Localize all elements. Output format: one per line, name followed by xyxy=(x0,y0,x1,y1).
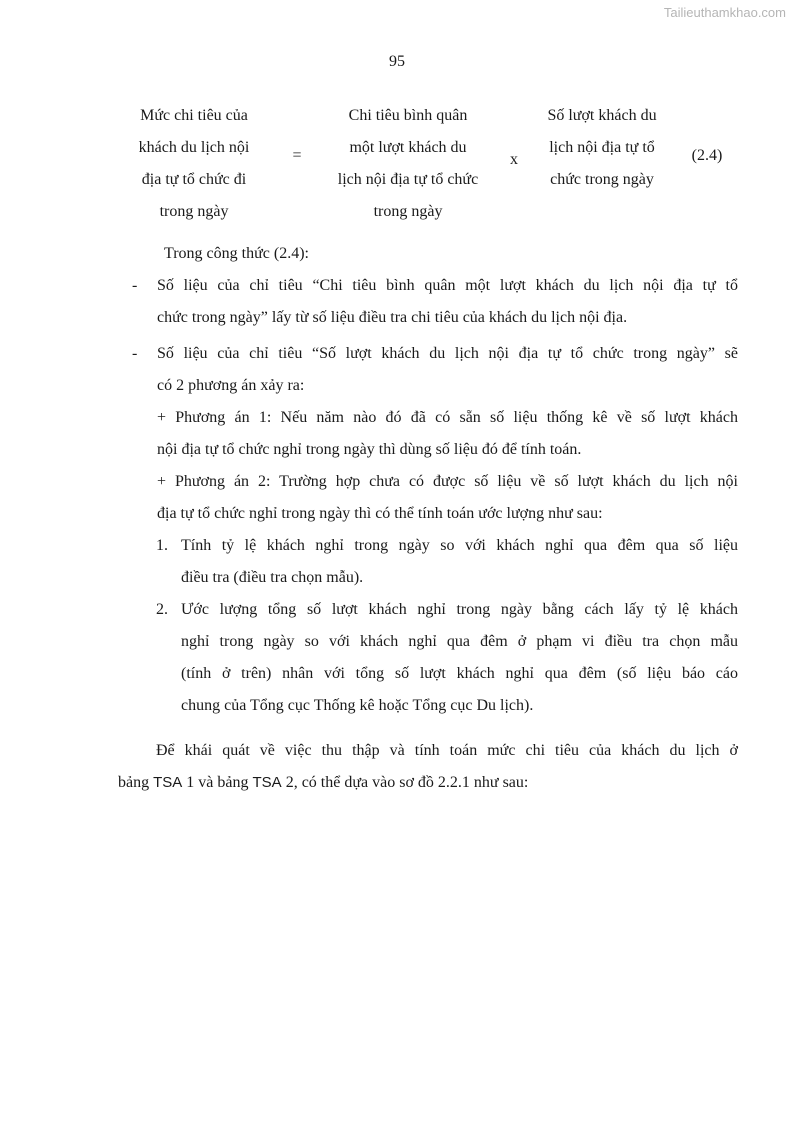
bullet-marker: - xyxy=(132,345,138,362)
formula-2-4 xyxy=(0,100,794,230)
page-number: 95 xyxy=(389,53,405,70)
numbered-step xyxy=(118,594,738,722)
formula-term2-line: lịch nội địa tự tổ chức xyxy=(337,171,479,188)
tsa-label: TSA xyxy=(153,774,183,791)
equals-sign: = xyxy=(292,147,302,164)
formula-term1-line: địa tự tổ chức đi xyxy=(141,171,247,188)
multiply-sign: x xyxy=(510,151,518,168)
closing-text: 2, có thể dựa vào sơ đồ 2.2.1 như sau: xyxy=(281,774,529,791)
step-line: Tính tỷ lệ khách nghỉ trong ngày so với khách nghỉ qua đêm qua số liệu xyxy=(181,537,738,554)
step-line: điều tra (điều tra chọn mẫu). xyxy=(181,569,364,586)
numbered-step xyxy=(118,530,738,594)
bullet-item xyxy=(118,270,738,334)
formula-term-spending-level xyxy=(118,100,270,228)
formula-label: (2.4) xyxy=(691,147,723,164)
formula-term2-line: một lượt khách du xyxy=(349,139,467,156)
step-line: nghỉ trong ngày so với khách nghỉ qua đêm ở phạm vi điều tra chọn mẫu xyxy=(181,633,738,650)
closing-line: Để khái quát về việc thu thập và tính toán mức chi tiêu của khách du lịch ở xyxy=(156,742,738,759)
step-number: 2. xyxy=(156,601,168,618)
bullet-line: Số liệu của chỉ tiêu “Chi tiêu bình quân một lượt khách du lịch nội địa tự tổ xyxy=(157,277,738,294)
step-line: Ước lượng tổng số lượt khách nghỉ trong ngày bằng cách lấy tỷ lệ khách xyxy=(181,601,738,618)
option-item xyxy=(118,466,738,530)
bullet-line: Số liệu của chỉ tiêu “Số lượt khách du lịch nội địa tự tổ chức trong ngày” sẽ xyxy=(157,345,738,362)
formula-term3-line: Số lượt khách du xyxy=(547,107,657,124)
tsa-label: TSA xyxy=(252,774,282,791)
formula-term1-line: Mức chi tiêu của xyxy=(140,107,248,124)
formula-term-visitor-count xyxy=(526,100,678,196)
bullet-line: có 2 phương án xảy ra: xyxy=(157,377,305,394)
step-line: (tính ở trên) nhân với tổng số lượt khách nghỉ qua đêm (số liệu báo cáo xyxy=(181,665,738,682)
formula-term3-line: lịch nội địa tự tổ xyxy=(549,139,655,156)
formula-term1-line: trong ngày xyxy=(159,203,229,220)
body-text xyxy=(118,238,738,799)
option-line: + Phương án 2: Trường hợp chưa có được số liệu về số lượt khách du lịch nội xyxy=(157,473,738,490)
formula-term3-line: chức trong ngày xyxy=(550,171,654,188)
closing-text: 1 và bảng xyxy=(182,774,253,791)
option-line: nội địa tự tổ chức nghỉ trong ngày thì dùng số liệu đó để tính toán. xyxy=(157,441,582,458)
step-number: 1. xyxy=(156,537,168,554)
closing-text: bảng xyxy=(118,774,154,791)
formula-term-avg-spending xyxy=(318,100,498,228)
option-line: + Phương án 1: Nếu năm nào đó đã có sẵn số liệu thống kê về số lượt khách xyxy=(157,409,738,426)
bullet-line: chức trong ngày” lấy từ số liệu điều tra chi tiêu của khách du lịch nội địa. xyxy=(157,309,628,326)
formula-term2-line: Chi tiêu bình quân xyxy=(348,107,468,124)
step-line: chung của Tổng cục Thống kê hoặc Tổng cục Du lịch). xyxy=(181,697,534,714)
option-item xyxy=(118,402,738,466)
formula-term1-line: khách du lịch nội xyxy=(138,139,250,156)
formula-term2-line: trong ngày xyxy=(373,203,443,220)
closing-line-2 xyxy=(118,767,738,799)
watermark: Tailieuthamkhao.com xyxy=(663,5,786,20)
option-line: địa tự tổ chức nghỉ trong ngày thì có thể tính toán ước lượng như sau: xyxy=(157,505,603,522)
bullet-item xyxy=(118,338,738,402)
bullet-marker: - xyxy=(132,277,138,294)
intro-line: Trong công thức (2.4): xyxy=(164,245,309,262)
